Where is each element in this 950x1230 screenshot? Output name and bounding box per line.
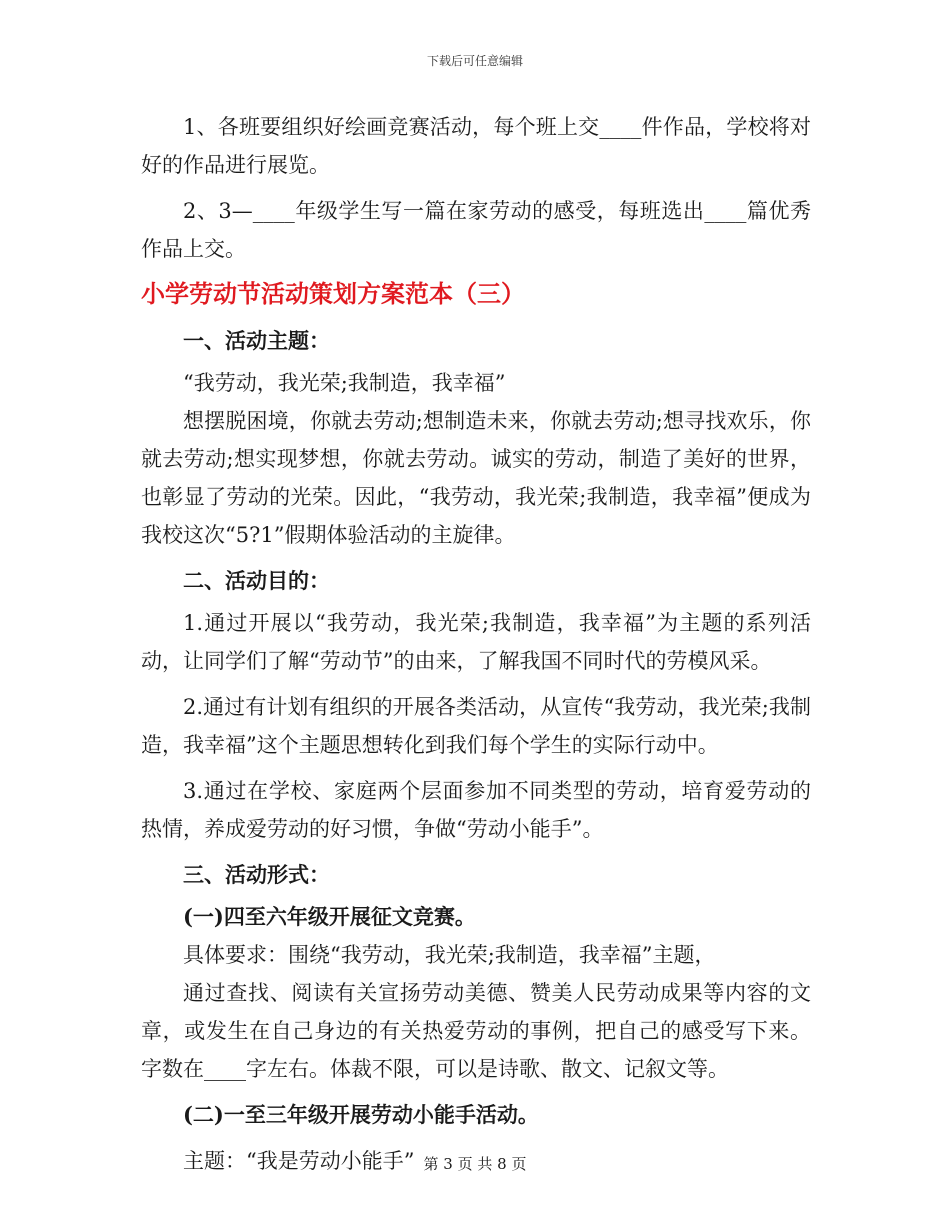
section-1-body: 想摆脱困境，你就去劳动;想制造未来，你就去劳动;想寻找欢乐，你就去劳动;想实现梦想，你就去劳动。诚实的劳动，制造了美好的世界，也彰显了劳动的光荣。因此，“我劳动，我光荣;我制造，我幸福”便成为我校这次“5?1”假期体验活动的主旋律。 xyxy=(141,409,811,547)
page-footer: 第 3 页 共 8 页 xyxy=(423,1155,527,1173)
intro-paragraph-1: 1、各班要组织好绘画竞赛活动，每个班上交____件作品，学校将对好的作品进行展览。 xyxy=(141,115,811,177)
section-3-sub-1-requirement: 具体要求：围绕“我劳动，我光荣;我制造，我幸福”主题， xyxy=(183,943,716,967)
section-3-heading: 三、活动形式： xyxy=(183,862,330,887)
section-3-sub-1-heading: (一)四至六年级开展征文竞赛。 xyxy=(183,904,476,929)
intro-paragraph-2: 2、3—____年级学生写一篇在家劳动的感受，每班选出____篇优秀作品上交。 xyxy=(141,199,811,261)
section-3-sub-2-theme: 主题：“我是劳动小能手” xyxy=(183,1149,415,1173)
section-1-heading: 一、活动主题： xyxy=(183,328,330,353)
section-3-sub-2-heading: (二)一至三年级开展劳动小能手活动。 xyxy=(183,1102,539,1127)
document-body xyxy=(141,108,811,1180)
section-1-slogan: “我劳动，我光荣;我制造，我幸福” xyxy=(183,371,506,395)
section-2-item-3: 3.通过在学校、家庭两个层面参加不同类型的劳动，培育爱劳动的热情，养成爱劳动的好习惯，争做“劳动小能手”。 xyxy=(141,779,811,841)
section-2-item-1: 1.通过开展以“我劳动，我光荣;我制造，我幸福”为主题的系列活动，让同学们了解“劳动节”的由来，了解我国不同时代的劳模风采。 xyxy=(141,611,811,673)
section-3-sub-1-body: 通过查找、阅读有关宣扬劳动美德、赞美人民劳动成果等内容的文章，或发生在自己身边的有关热爱劳动的事例，把自己的感受写下来。字数在____字左右。体裁不限，可以是诗歌、散文、记叙文等。 xyxy=(141,981,811,1081)
document-title: 小学劳动节活动策划方案范本（三） xyxy=(141,279,525,308)
section-2-heading: 二、活动目的： xyxy=(183,568,330,593)
header-note: 下载后可任意编辑 xyxy=(426,54,523,68)
section-2-item-2: 2.通过有计划有组织的开展各类活动，从宣传“我劳动，我光荣;我制造，我幸福”这个主题思想转化到我们每个学生的实际行动中。 xyxy=(141,695,811,757)
